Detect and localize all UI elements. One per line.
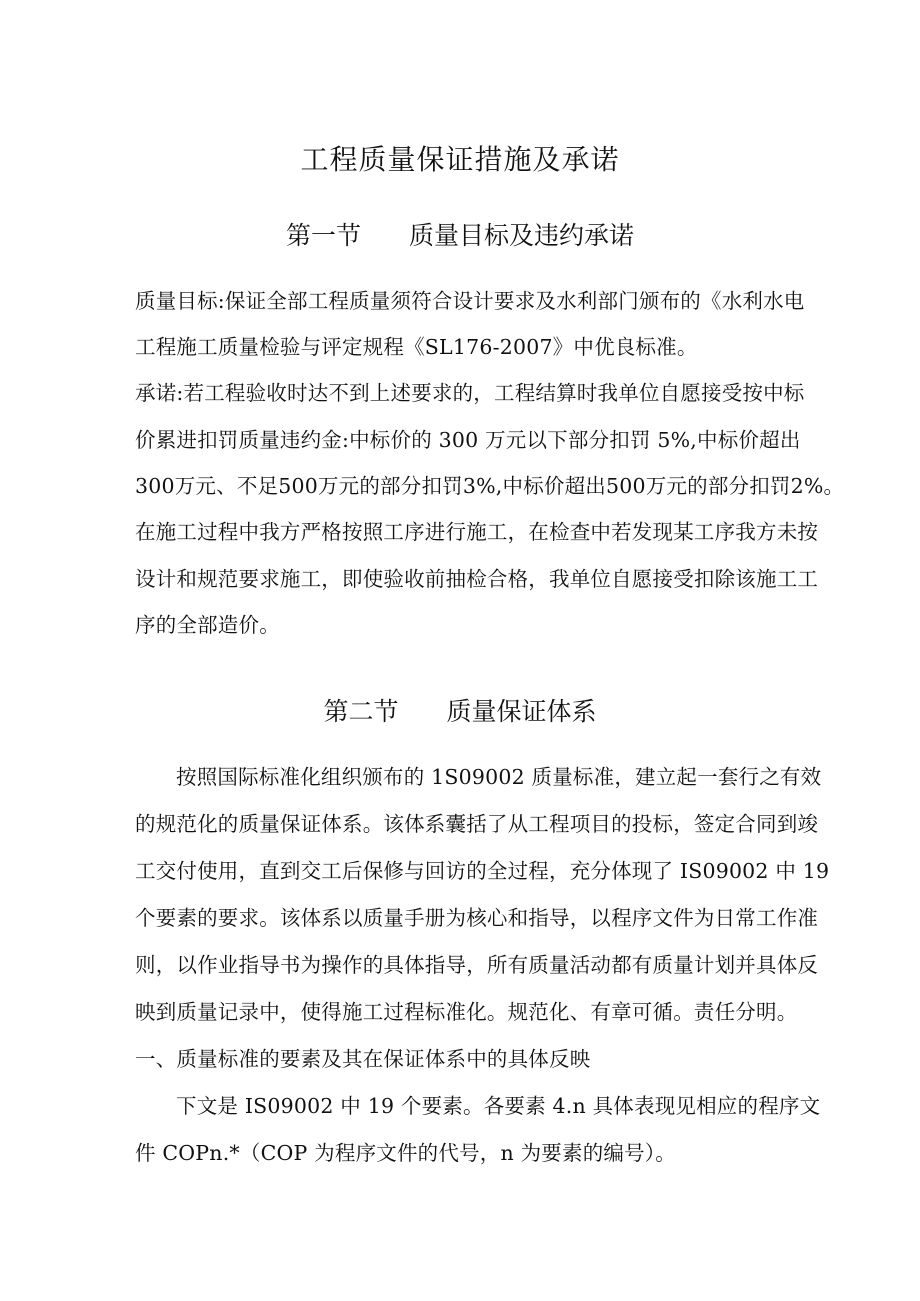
section-1-line: 质量目标:保证全部工程质量须符合设计要求及水利部门颁布的《水利水电 — [135, 289, 805, 313]
section-2-line: 工交付使用，直到交工后保修与回访的全过程，充分体现了 IS09002 中 19 — [135, 859, 830, 883]
section-2-number: 第二节 — [323, 697, 399, 726]
section-2-subheading: 一、质量标准的要素及其在保证体系中的具体反映 — [135, 1047, 591, 1071]
section-2-line: 的规范化的质量保证体系。该体系囊括了从工程项目的投标，签定合同到竣 — [135, 812, 819, 836]
section-1-line: 设计和规范要求施工，即使验收前抽检合格，我单位自愿接受扣除该施工工 — [135, 567, 819, 591]
section-1-line: 序的全部造价。 — [135, 613, 280, 637]
section-2-line: 件 COPn.*（COP 为程序文件的代号，n 为要素的编号）。 — [135, 1141, 676, 1165]
section-1-line: 价累进扣罚质量违约金:中标价的 300 万元以下部分扣罚 5%,中标价超出 — [135, 428, 801, 452]
section-2-heading — [0, 694, 920, 730]
document-title: 工程质量保证措施及承诺 — [300, 143, 620, 176]
section-1-heading — [0, 218, 920, 254]
section-1-line: 在施工过程中我方严格按照工序进行施工，在检查中若发现某工序我方未按 — [135, 520, 819, 544]
section-1-line: 工程施工质量检验与评定规程《SL176-2007》中优良标准。 — [135, 335, 698, 359]
section-2-line: 按照国际标准化组织颁布的 1S09002 质量标准，建立起一套行之有效 — [176, 765, 822, 789]
section-2-title: 质量保证体系 — [446, 697, 597, 726]
section-1-line: 承诺:若工程验收时达不到上述要求的，工程结算时我单位自愿接受按中标 — [135, 381, 805, 405]
section-1-number: 第一节 — [285, 221, 361, 250]
section-2-line: 则，以作业指导书为操作的具体指导，所有质量活动都有质量计划并具体反 — [135, 953, 819, 977]
section-1-line: 300万元、不足500万元的部分扣罚3%,中标价超出500万元的部分扣罚2%。 — [135, 474, 845, 498]
section-2-line: 下文是 IS09002 中 19 个要素。各要素 4.n 具体表现见相应的程序文 — [176, 1094, 821, 1118]
section-1-title: 质量目标及违约承诺 — [409, 221, 635, 250]
section-2-line: 映到质量记录中，使得施工过程标准化。规范化、有章可循。责任分明。 — [135, 1000, 798, 1024]
section-2-line: 个要素的要求。该体系以质量手册为核心和指导，以程序文件为日常工作准 — [135, 906, 819, 930]
